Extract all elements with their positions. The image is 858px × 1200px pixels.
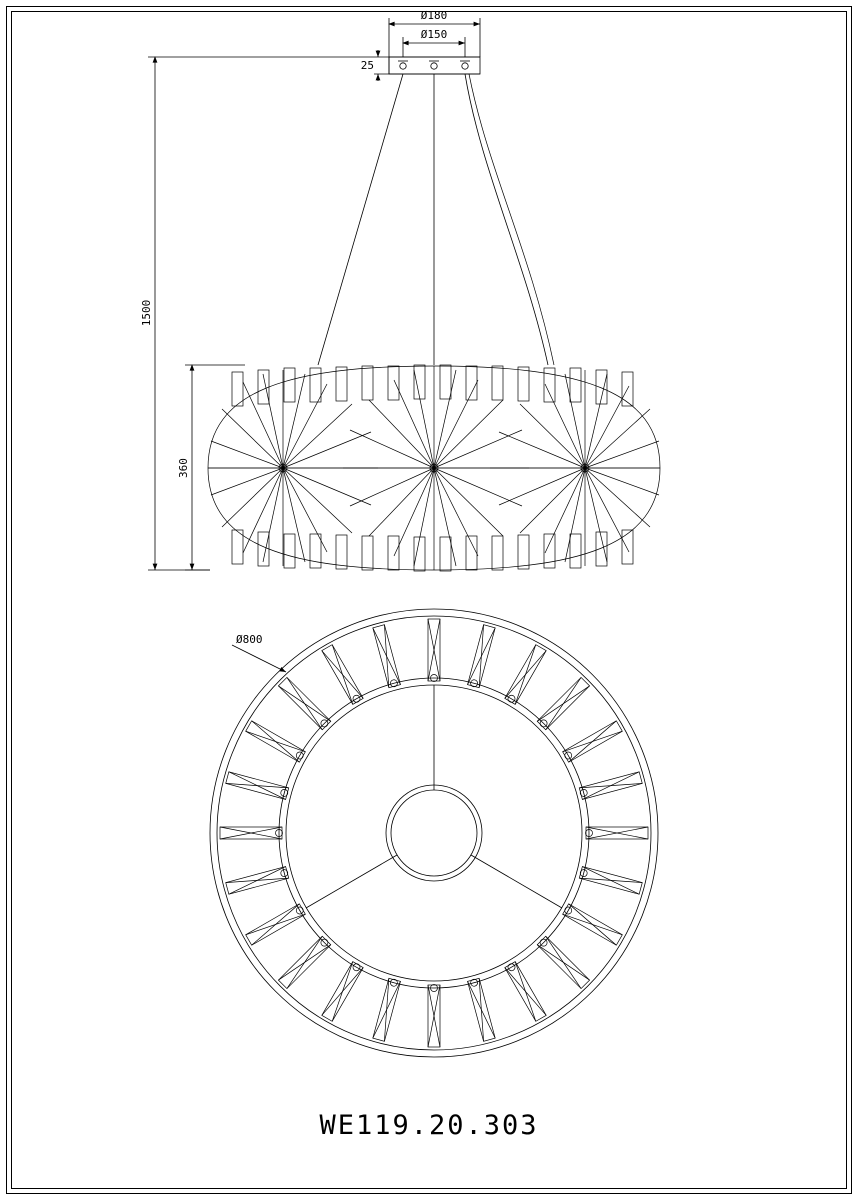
part-number-label: WE119.20.303 xyxy=(319,1110,539,1141)
dim-canopy-bolt-circle-diameter xyxy=(403,28,465,57)
plan-view xyxy=(210,609,658,1057)
dim-label-canopy-outer-diameter: Ø180 xyxy=(420,9,448,22)
dim-label-fixture-body-height: 360 xyxy=(177,458,190,478)
dim-label-overall-drop-height: 1500 xyxy=(140,299,153,327)
canopy-assembly xyxy=(389,57,480,74)
dim-label-fixture-outer-diameter: Ø800 xyxy=(236,633,263,646)
dim-fixture-outer-diameter xyxy=(232,633,286,672)
dim-fixture-body-height xyxy=(177,365,245,570)
dim-label-canopy-height: 25 xyxy=(360,59,374,72)
fixture-elevation-body xyxy=(208,365,660,571)
dim-label-canopy-bolt-circle-diameter: Ø150 xyxy=(420,28,448,41)
suspension-cables xyxy=(318,74,554,365)
